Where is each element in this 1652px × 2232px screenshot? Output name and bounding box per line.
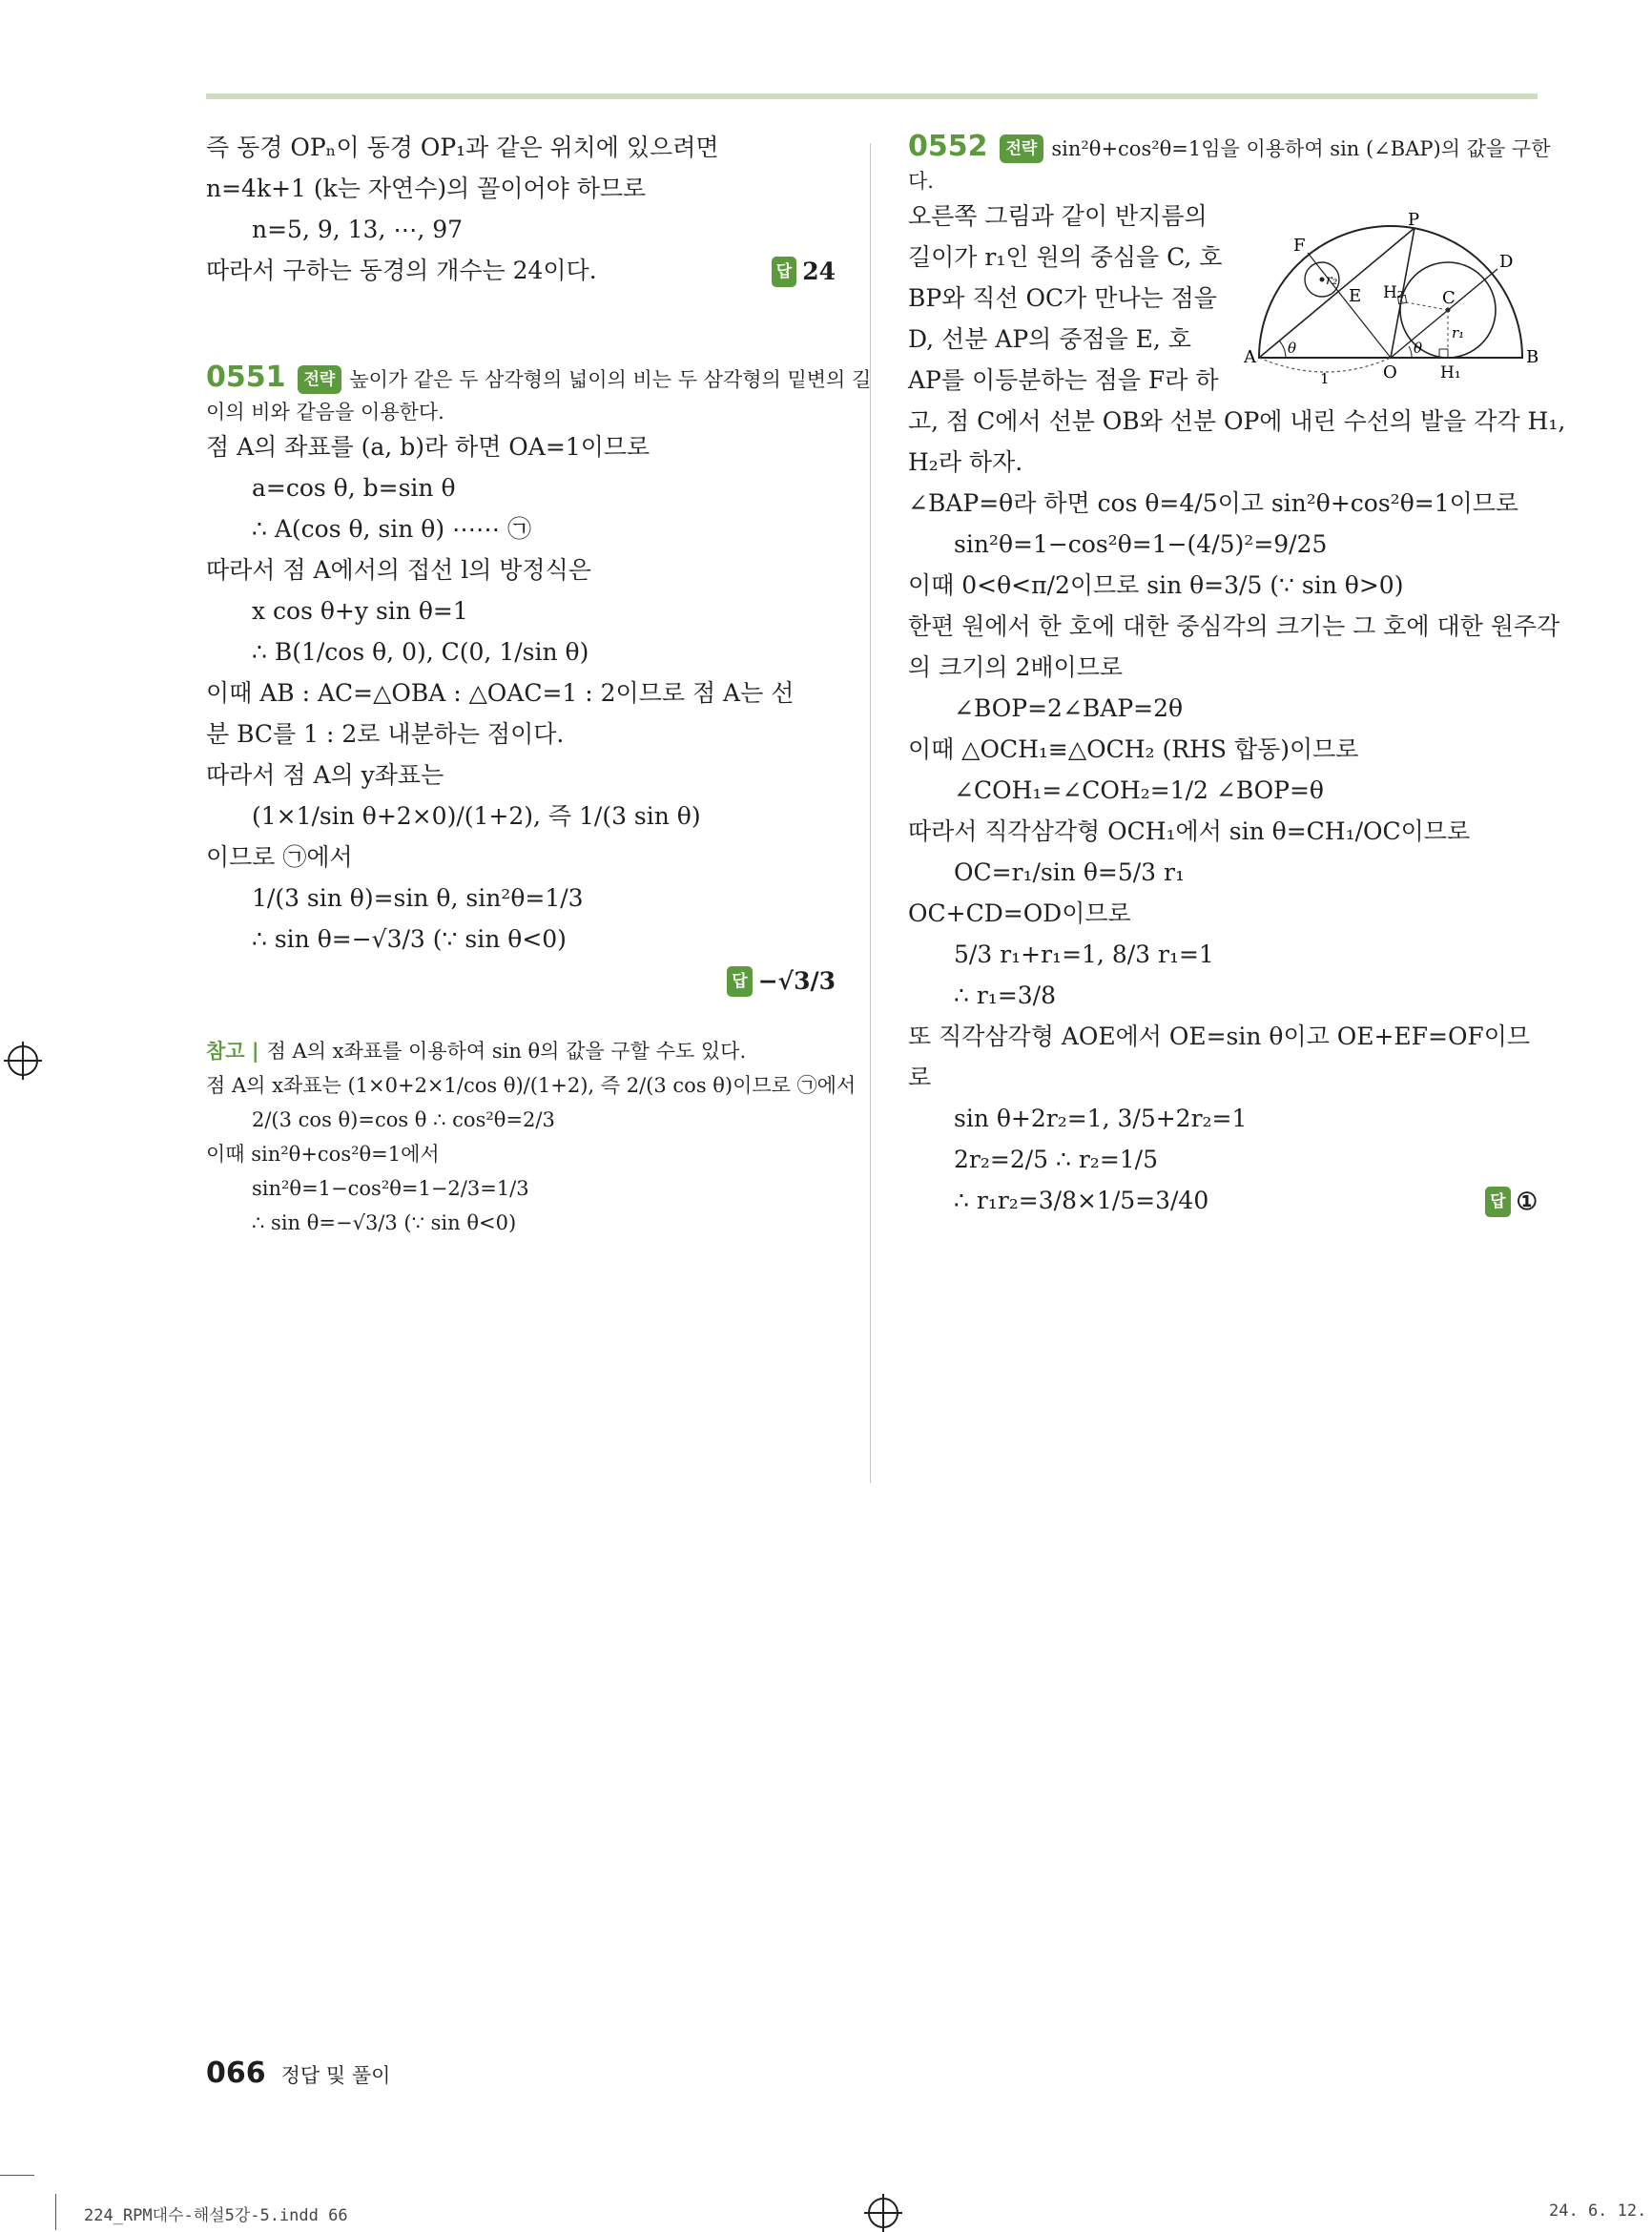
crop-mark [55,2194,56,2230]
text-line: 이때 △OCH₁≡△OCH₂ (RHS 합동)이므로 [908,735,1359,763]
top-rule [206,93,1538,99]
text-line [206,257,836,285]
text-line: ∴ r₁=3/8 [954,982,1057,1009]
note-line [206,1038,836,1064]
text-line: D, 선분 AP의 중점을 E, 호 [908,325,1191,353]
slug-file: 224_RPM대수-해설5강-5.indd 66 [84,2206,348,2225]
problem-number: 0551 [206,361,286,394]
text-line: 오른쪽 그림과 같이 반지름의 [908,202,1208,230]
strategy-tag: 전략 [1000,134,1044,163]
label-one: 1 [1320,370,1330,386]
answer-line [206,966,836,995]
text-line: 분 BC를 1 : 2로 내분하는 점이다. [206,720,565,748]
label-b: B [1526,347,1539,367]
strategy-text: 높이가 같은 두 삼각형의 넓이의 비는 두 삼각형의 밑변의 길 [349,368,872,391]
page-footer [206,2056,390,2090]
note-line: 점 A의 x좌표는 (1×0+2×1/cos θ)/(1+2), 즉 2/(3 cos θ)이므로 ㉠에서 [206,1074,857,1097]
text-line: 로 [908,1064,932,1091]
label-theta: θ [1414,340,1423,357]
label-r1: r₁ [1452,324,1465,341]
problem-header-0552 [908,130,1551,163]
text-line: AP를 이등분하는 점을 F라 하 [908,366,1219,394]
text-line: 의 크기의 2배이므로 [908,653,1123,681]
label-r2: r₂ [1326,273,1338,288]
answer-badge: 답 [727,966,752,997]
text-line: 2r₂=2/5 ∴ r₂=1/5 [954,1146,1159,1173]
text-line: 이때 0<θ<π/2이므로 sin θ=3/5 (∵ sin θ>0) [908,571,1404,599]
answer-value: ① [1516,1188,1538,1215]
registration-mark [8,1045,38,1076]
note-line: sin²θ=1−cos²θ=1−2/3=1/3 [252,1177,529,1200]
label-d: D [1499,252,1514,272]
answer-value: −√3/3 [757,967,836,995]
text-line [908,1187,1538,1215]
text-line: BP와 직선 OC가 만나는 점을 [908,284,1217,312]
label-f: F [1293,236,1306,256]
answer-24 [772,257,836,287]
text-line: 또 직각삼각형 AOE에서 OE=sin θ이고 OE+EF=OF이므 [908,1023,1531,1050]
answer-value: 24 [802,258,836,285]
note-label: 참고 | [206,1040,259,1063]
answer-badge: 답 [1485,1187,1510,1217]
strategy-text: 다. [908,170,934,193]
spacer [206,298,836,364]
strategy-tag: 전략 [298,365,342,394]
text-line: ∴ B(1/cos θ, 0), C(0, 1/sin θ) [252,638,589,666]
text-line: OC+CD=OD이므로 [908,899,1131,927]
label-p: P [1408,210,1420,230]
text-line: ∴ A(cos θ, sin θ) ⋯⋯ ㉠ [252,515,532,543]
label-theta: θ [1288,340,1297,357]
text-line: 한편 원에서 한 호에 대한 중심각의 크기는 그 호에 대한 원주각 [908,612,1560,640]
text-line: a=cos θ, b=sin θ [252,474,456,502]
note-line: 이때 sin²θ+cos²θ=1에서 [206,1143,440,1166]
text-line: (1×1/sin θ+2×0)/(1+2), 즉 1/(3 sin θ) [252,802,701,830]
text-line: 1/(3 sin θ)=sin θ, sin²θ=1/3 [252,884,584,912]
note-text: 점 A의 x좌표를 이용하여 sin θ의 값을 구할 수도 있다. [266,1040,747,1063]
answer-badge: 답 [772,257,796,287]
text-line: OC=r₁/sin θ=5/3 r₁ [954,858,1185,886]
page-label: 정답 및 풀이 [280,2064,391,2087]
text-line: 즉 동경 OPₙ이 동경 OP₁과 같은 위치에 있으려면 [206,134,719,161]
page-number: 066 [206,2056,266,2090]
note-line: 2/(3 cos θ)=cos θ ∴ cos²θ=2/3 [252,1108,555,1131]
text-line: 점 A의 좌표를 (a, b)라 하면 OA=1이므로 [206,433,650,461]
text-line: 따라서 점 A의 y좌표는 [206,761,444,789]
text-line: 고, 점 C에서 선분 OB와 선분 OP에 내린 수선의 발을 각각 H₁, [908,407,1566,435]
problem-header-0551 [206,361,872,394]
text-line: 이므로 ㉠에서 [206,843,353,871]
answer-0552 [1485,1187,1538,1217]
label-o: O [1383,362,1397,382]
label-h1: H₁ [1440,363,1461,382]
text-line: n=4k+1 (k는 자연수)의 꼴이어야 하므로 [206,175,647,202]
text-line: 이때 AB : AC=△OBA : △OAC=1 : 2이므로 점 A는 선 [206,679,795,707]
note-line: ∴ sin θ=−√3/3 (∵ sin θ<0) [252,1211,517,1234]
registration-mark [868,2198,898,2228]
problem-number: 0552 [908,130,988,163]
label-c: C [1442,288,1456,308]
text-line: 5/3 r₁+r₁=1, 8/3 r₁=1 [954,940,1214,968]
text-line: x cos θ+y sin θ=1 [252,597,468,625]
label-e: E [1349,286,1362,306]
strategy-text: 이의 비와 같음을 이용한다. [206,401,444,424]
text-line: H₂라 하자. [908,448,1023,476]
left-column [206,134,872,1244]
label-h2: H₂ [1383,283,1404,302]
semicircle-figure [1240,210,1541,386]
crop-mark [0,2175,34,2176]
text-line: ∠BOP=2∠BAP=2θ [954,694,1184,722]
text-span: 따라서 구하는 동경의 개수는 24이다. [206,257,597,284]
text-span: ∴ r₁r₂=3/8×1/5=3/40 [954,1187,1209,1214]
answer-0551 [727,966,836,997]
text-line: 따라서 점 A에서의 접선 l의 방정식은 [206,556,591,584]
strategy-text: sin²θ+cos²θ=1임을 이용하여 sin (∠BAP)의 값을 구한 [1051,137,1551,160]
text-line: sin θ+2r₂=1, 3/5+2r₂=1 [954,1105,1248,1132]
text-line: ∠COH₁=∠COH₂=1/2 ∠BOP=θ [954,776,1324,804]
label-a: A [1244,347,1256,367]
column-divider [870,143,871,1483]
text-line: ∠BAP=θ라 하면 cos θ=4/5이고 sin²θ+cos²θ=1이므로 [908,489,1519,517]
text-line: ∴ sin θ=−√3/3 (∵ sin θ<0) [252,925,567,953]
text-line: n=5, 9, 13, ⋯, 97 [252,216,464,243]
text-line: 따라서 직각삼각형 OCH₁에서 sin θ=CH₁/OC이므로 [908,817,1471,845]
text-line: 길이가 r₁인 원의 중심을 C, 호 [908,243,1223,271]
spacer [206,1007,836,1038]
text-line: sin²θ=1−cos²θ=1−(4/5)²=9/25 [954,530,1328,558]
slug-date: 24. 6. 12. [1549,2201,1647,2221]
